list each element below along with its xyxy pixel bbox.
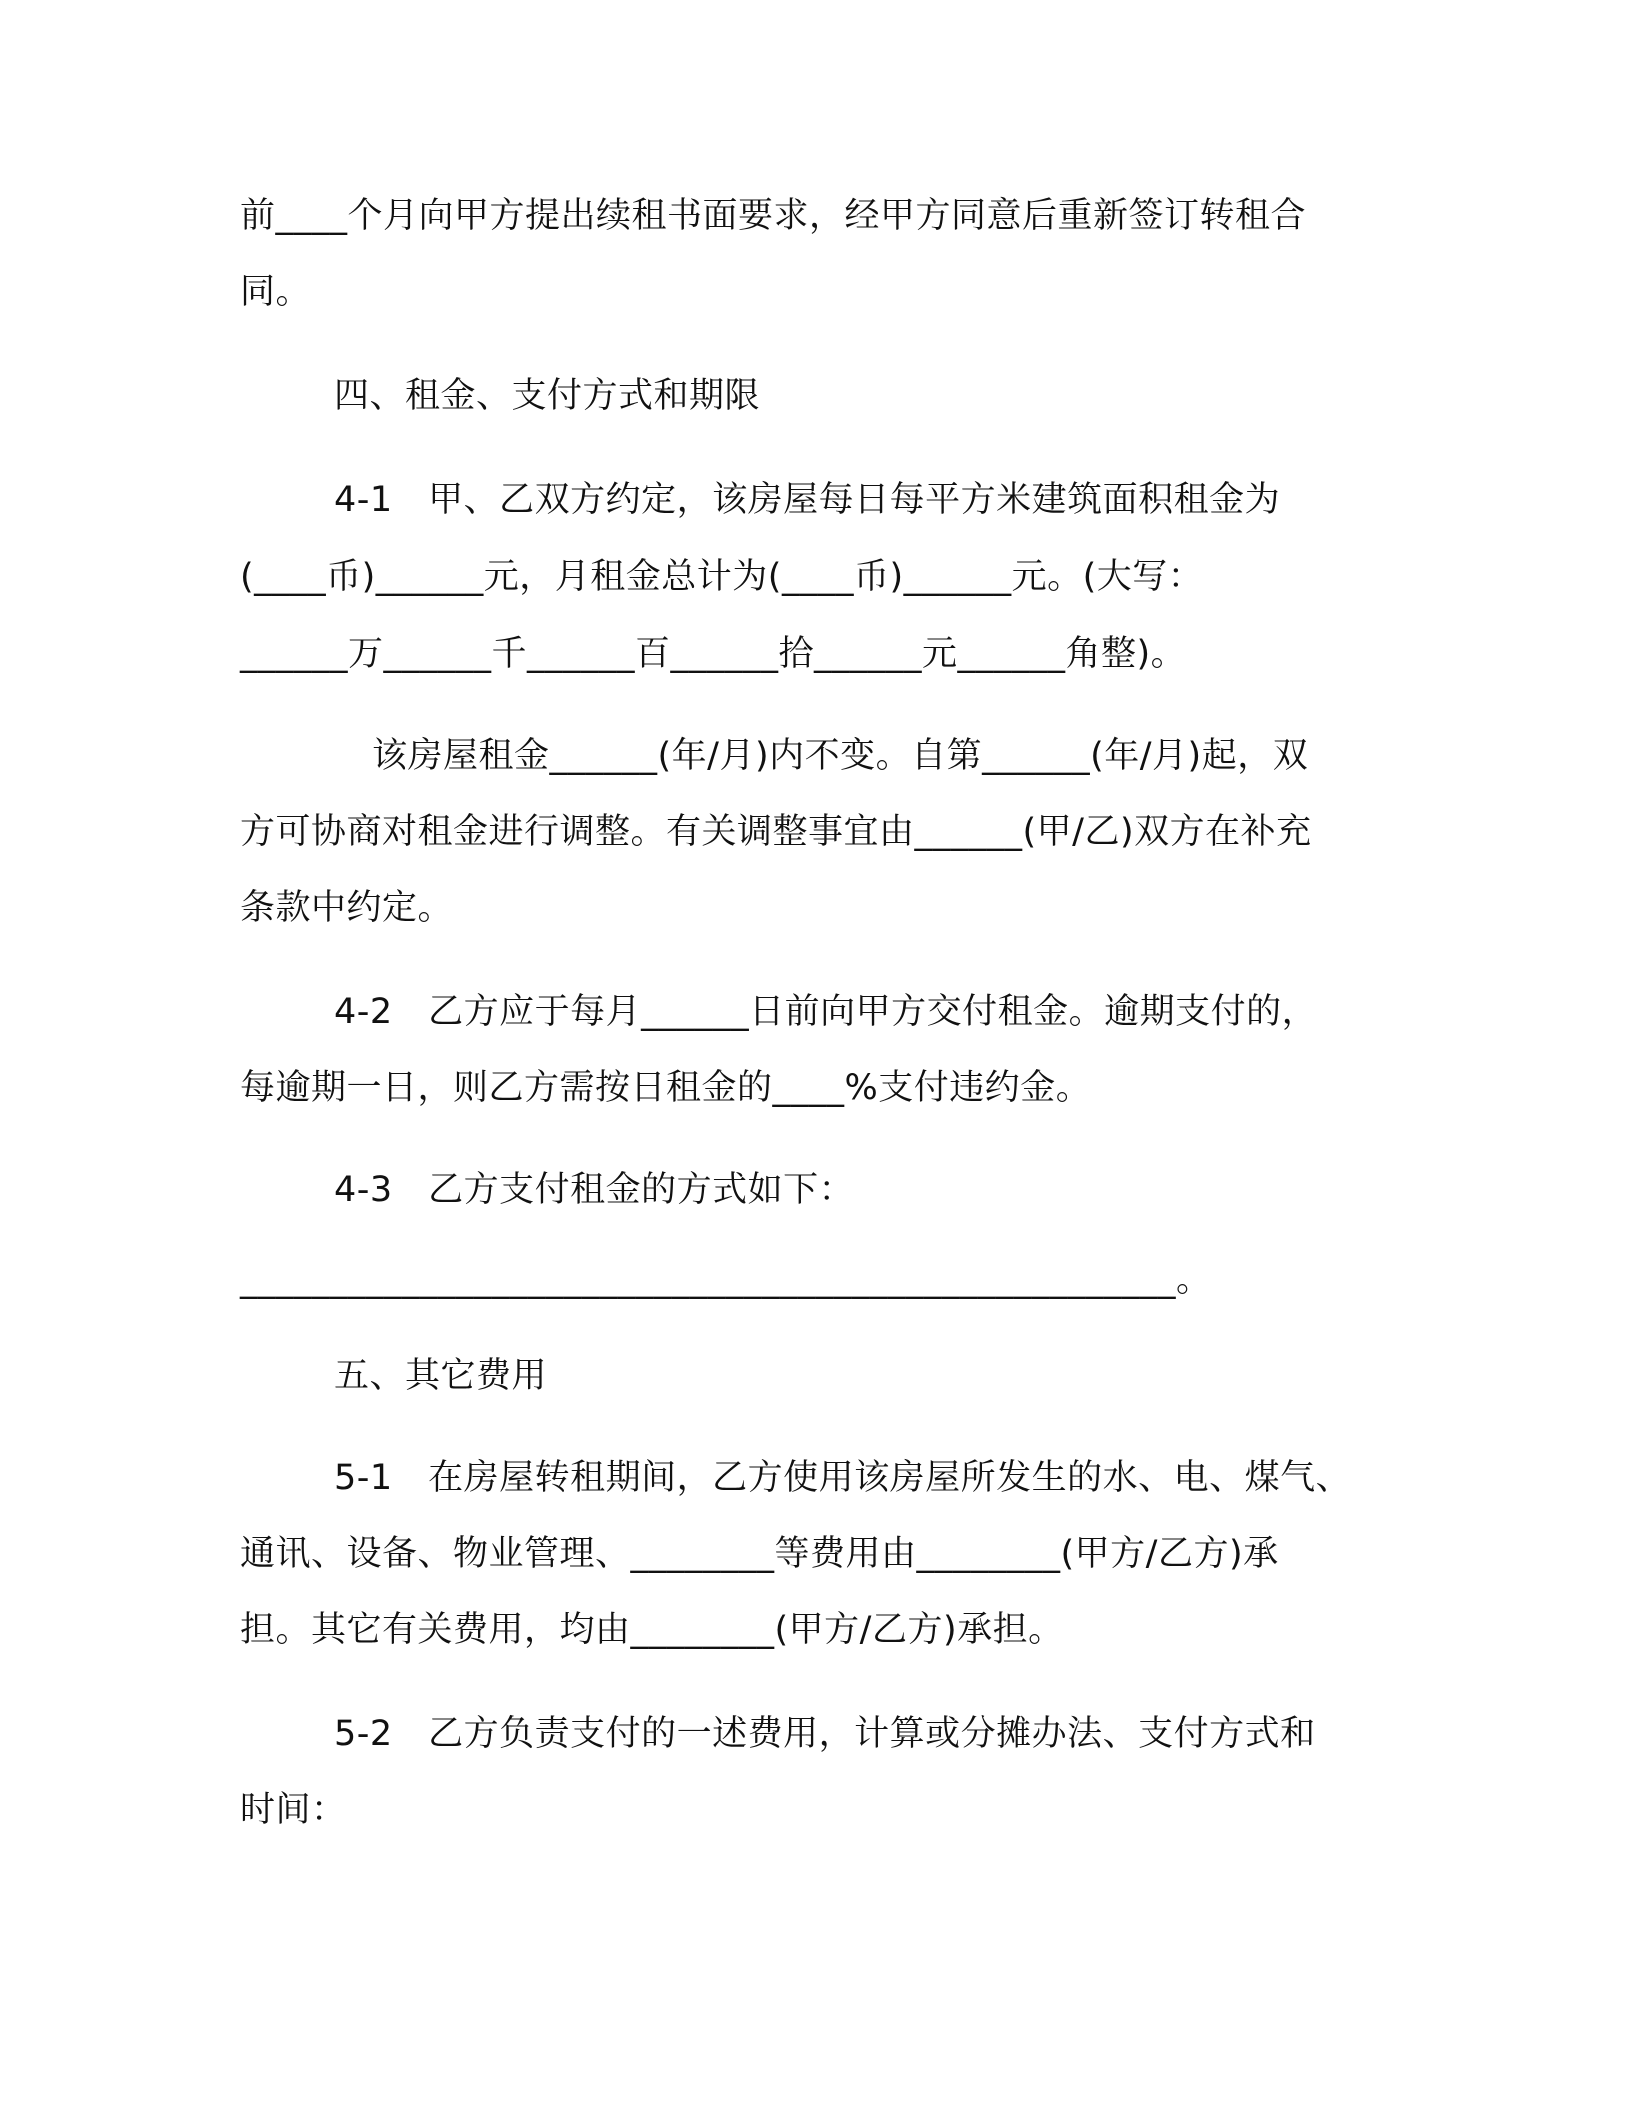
clause-4-3-blank-line: ____________________________________________________。 [240, 1260, 1212, 1300]
clause-5-2-line-1: 5-2 乙方负责支付的一述费用，计算或分摊办法、支付方式和 [334, 1714, 1316, 1754]
clause-4-1-line-1: 4-1 甲、乙双方约定，该房屋每日每平方米建筑面积租金为 [334, 480, 1281, 520]
clause-5-1-line-3: 担。其它有关费用，均由________(甲方/乙方)承担。 [240, 1610, 1064, 1650]
section-heading-rent: 四、租金、支付方式和期限 [334, 376, 761, 416]
clause-4-2-line-2: 每逾期一日，则乙方需按日租金的____%支付违约金。 [240, 1068, 1092, 1108]
section-heading-other-fees: 五、其它费用 [334, 1356, 548, 1396]
text-line-renewal: 前____个月向甲方提出续租书面要求，经甲方同意后重新签订转租合 [240, 196, 1307, 236]
clause-4-1-line-2: (____币)______元，月租金总计为(____币)______元。(大写： [240, 557, 1204, 597]
text-line-renewal-end: 同。 [240, 272, 312, 312]
clause-4-3-line-1: 4-3 乙方支付租金的方式如下： [334, 1170, 855, 1210]
clause-4-1-line-3: ______万______千______百______拾______元______角整)。 [240, 634, 1187, 674]
rent-adjust-line-3: 条款中约定。 [240, 888, 454, 928]
rent-adjust-line-2: 方可协商对租金进行调整。有关调整事宜由______(甲/乙)双方在补充 [240, 812, 1312, 852]
clause-5-1-line-2: 通讯、设备、物业管理、________等费用由________(甲方/乙方)承 [240, 1534, 1279, 1574]
clause-5-2-line-2: 时间： [240, 1790, 347, 1830]
clause-5-1-line-1: 5-1 在房屋转租期间，乙方使用该房屋所发生的水、电、煤气、 [334, 1458, 1352, 1498]
rent-adjust-line-1: 该房屋租金______(年/月)内不变。自第______(年/月)起，双 [372, 736, 1309, 776]
clause-4-2-line-1: 4-2 乙方应于每月______日前向甲方交付租金。逾期支付的， [334, 992, 1318, 1032]
